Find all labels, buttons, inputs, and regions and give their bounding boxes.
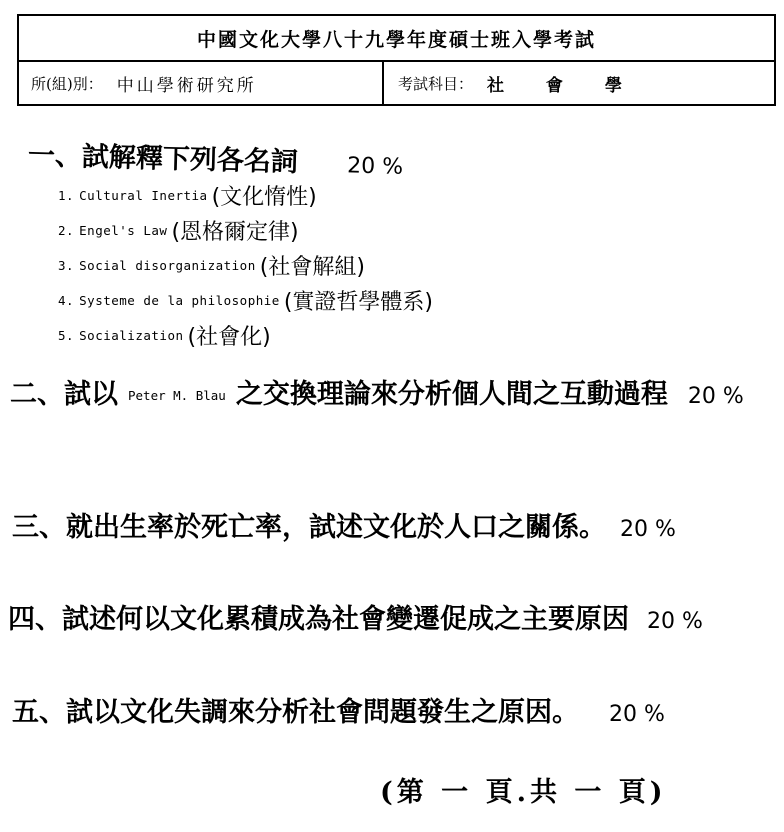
- term-item-1: [58, 180, 317, 211]
- term-number: 4.: [58, 293, 75, 308]
- subject-value: 社 會 學: [487, 75, 640, 96]
- term-chinese: (社會解組): [259, 255, 365, 280]
- exam-title: 中國文化大學八十九學年度碩士班入學考試: [19, 16, 774, 62]
- question-2-name: Peter M. Blau: [128, 388, 226, 403]
- term-english: Social disorganization: [79, 258, 256, 273]
- term-chinese: (文化惰性): [211, 185, 317, 210]
- term-number: 1.: [58, 188, 75, 203]
- term-english: Engel's Law: [79, 223, 168, 238]
- department-cell: [19, 60, 384, 106]
- question-1-score: 20 %: [346, 153, 404, 180]
- term-item-2: [58, 215, 299, 246]
- term-english: Systeme de la philosophie: [79, 293, 280, 308]
- subject-cell: [384, 60, 774, 106]
- term-number: 3.: [58, 258, 75, 273]
- term-chinese: (恩格爾定律): [171, 220, 299, 245]
- term-item-4: [58, 285, 433, 316]
- subject-label: 考試科目：: [398, 74, 474, 93]
- question-2-score: 20 %: [687, 384, 744, 409]
- question-3: [12, 505, 676, 544]
- question-4-score: 20 %: [647, 609, 703, 634]
- term-number: 5.: [58, 328, 75, 343]
- term-english: Cultural Inertia: [79, 188, 208, 203]
- exam-header-box: [17, 14, 776, 106]
- page-footer: (第 一 頁.共 一 頁): [380, 777, 667, 808]
- term-chinese: (實證哲學體系): [283, 290, 433, 315]
- question-2: [10, 372, 744, 411]
- question-2-post: 之交換理論來分析個人間之互動過程: [235, 379, 668, 410]
- department-label: 所(組)別：: [31, 74, 103, 93]
- question-4-text: 四、試述何以文化累積成為社會變遷促成之主要原因: [8, 604, 629, 635]
- term-number: 2.: [58, 223, 75, 238]
- exam-info-row: [19, 60, 774, 106]
- question-3-score: 20 %: [620, 517, 676, 542]
- question-1-text: 一、試解釋下列各名詞: [27, 140, 299, 179]
- question-1-heading: [27, 133, 403, 182]
- question-2-pre: 試以: [64, 379, 118, 410]
- question-3-text: 三、就出生率於死亡率，試述文化於人口之關係。: [12, 512, 606, 543]
- term-english: Socialization: [79, 328, 184, 343]
- question-5-score: 20 %: [609, 702, 665, 727]
- question-4: [8, 597, 703, 636]
- question-5: [12, 690, 665, 729]
- question-2-number: 二、: [10, 379, 64, 410]
- term-chinese: (社會化): [187, 325, 271, 350]
- term-item-3: [58, 250, 365, 281]
- question-5-text: 五、試以文化失調來分析社會問題發生之原因。: [12, 697, 579, 728]
- department-value: 中山學術研究所: [116, 75, 257, 96]
- term-item-5: [58, 320, 271, 351]
